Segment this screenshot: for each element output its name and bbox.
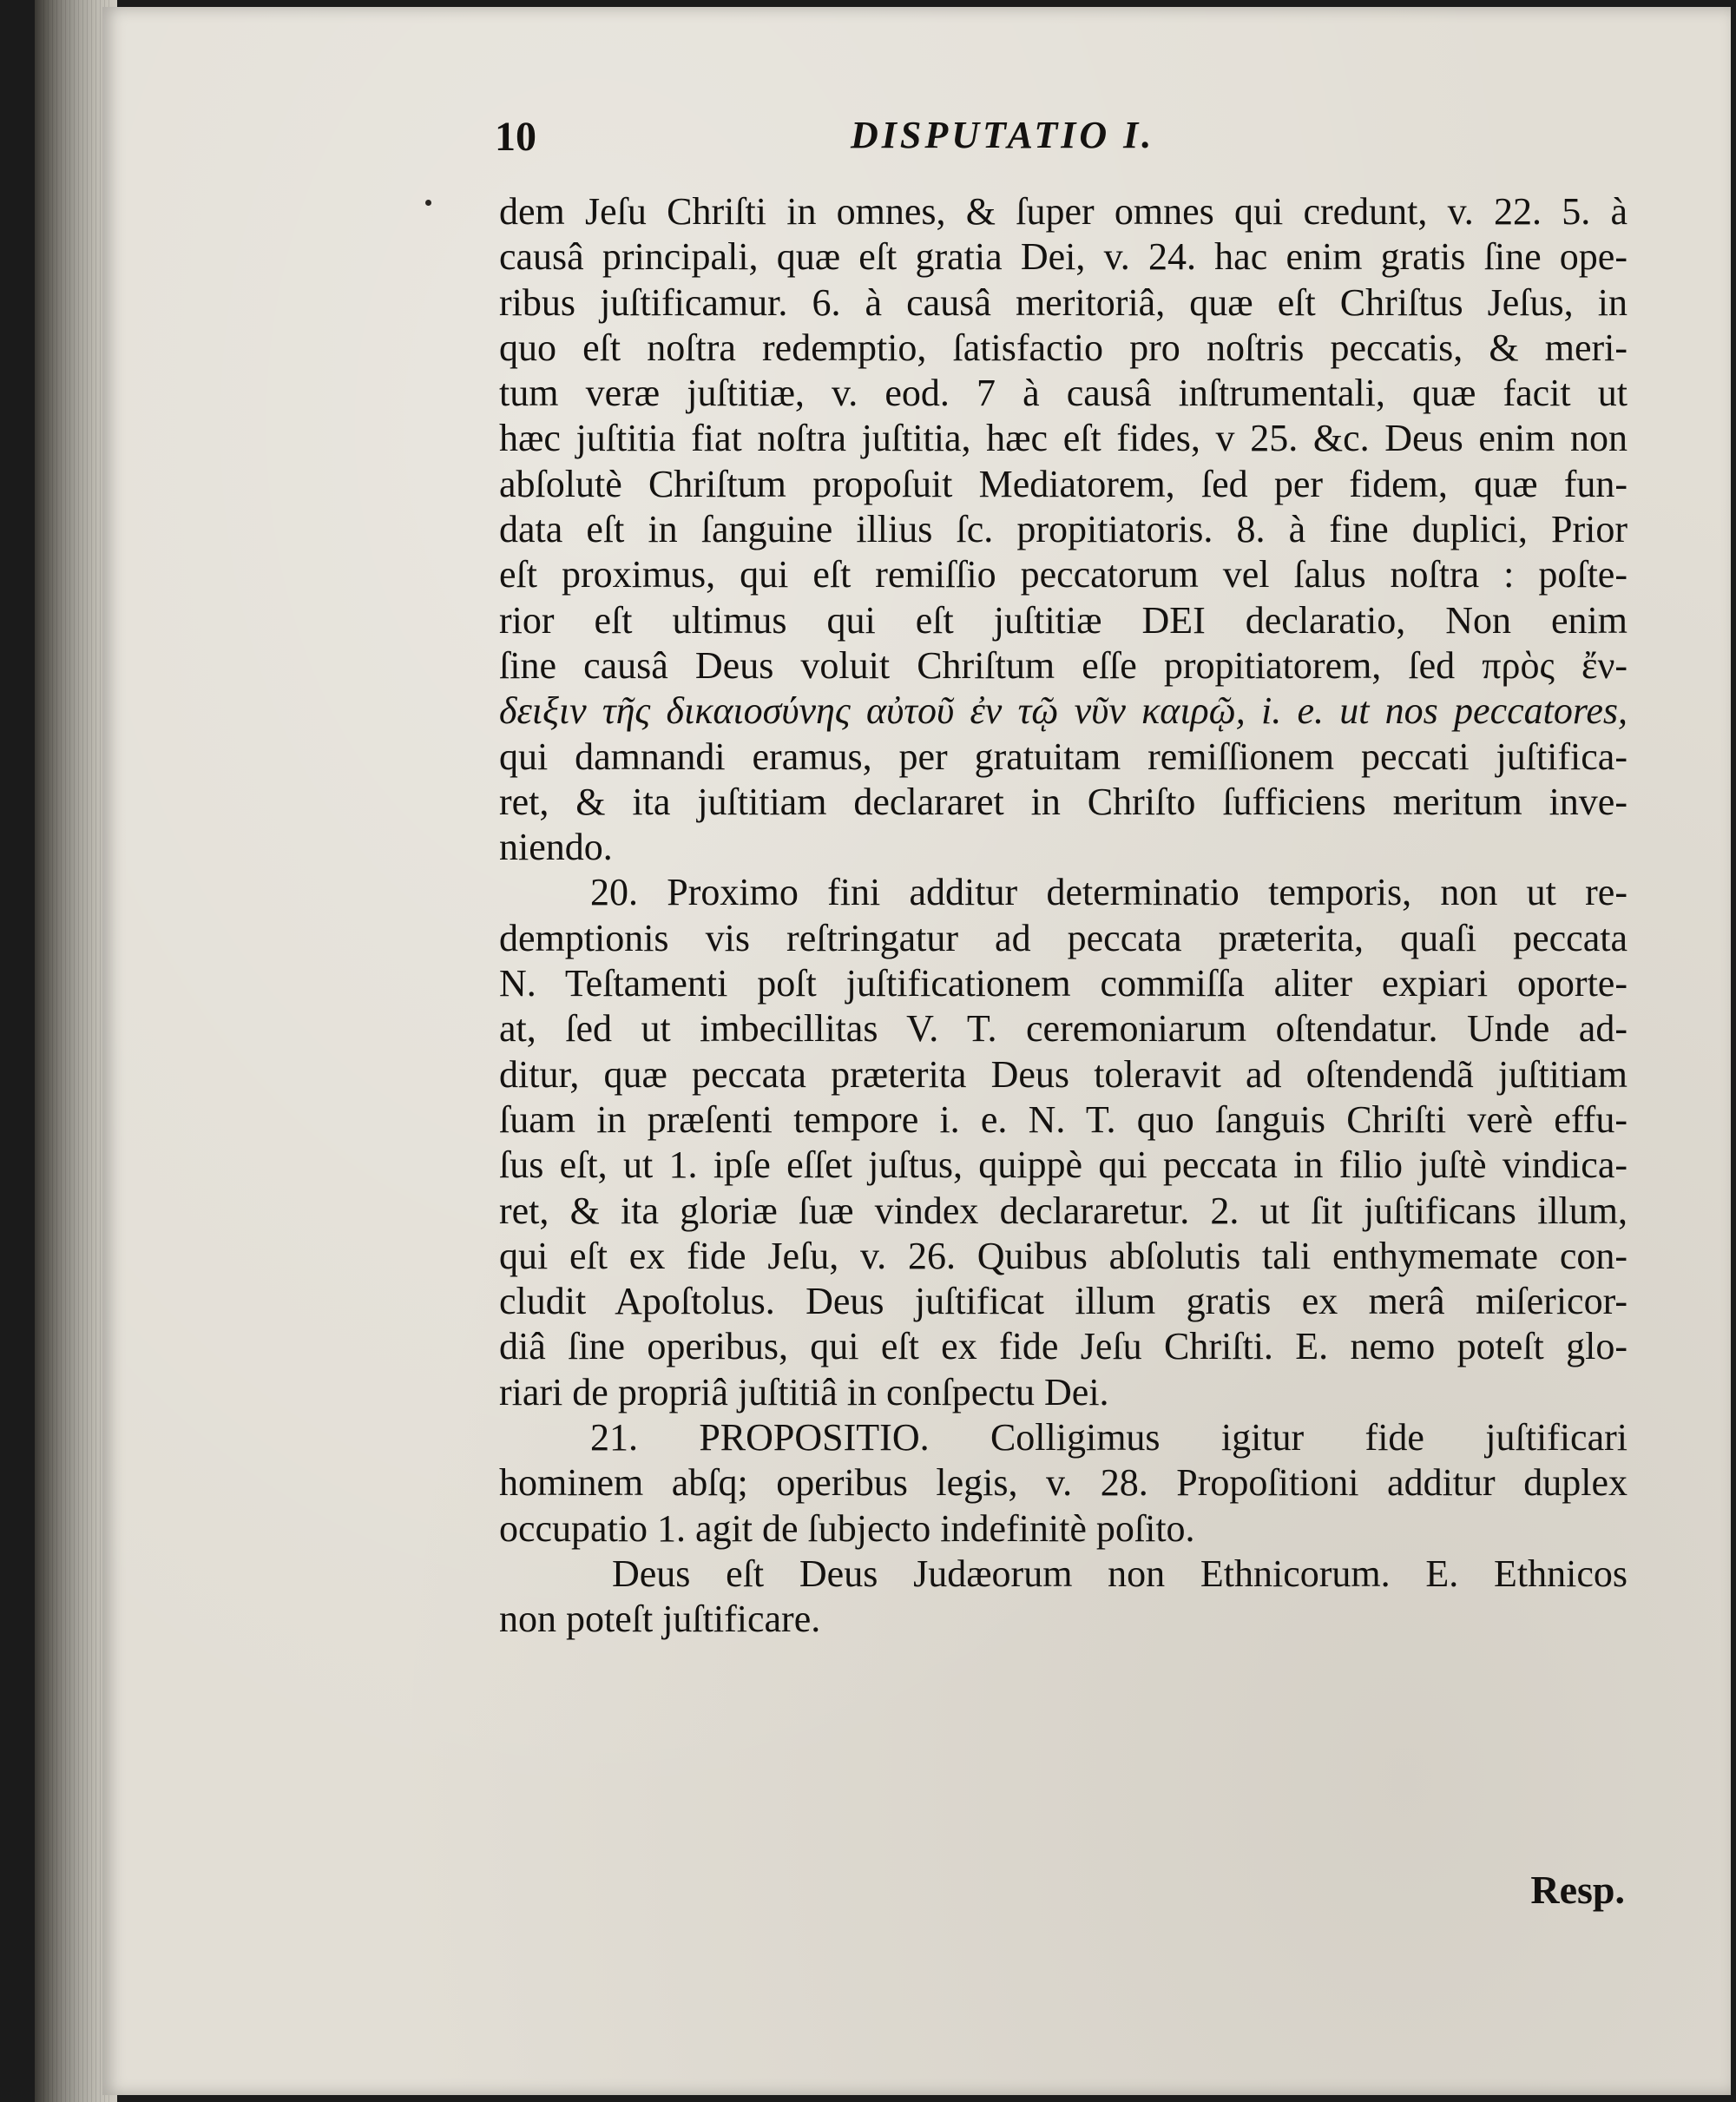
- text-line: ſuam in præſenti tempore i. e. N. T. quo ſanguis Chriſti verè effu-: [499, 1097, 1628, 1141]
- catchword: Resp.: [1530, 1868, 1625, 1912]
- text-line: tum veræ juſtitiæ, v. eod. 7 à causâ inſtrumentali, quæ facit ut: [499, 372, 1628, 415]
- page-number: 10: [495, 114, 536, 160]
- text-line: eſt proximus, qui eſt remiſſio peccatorum vel ſalus noſtra : poſte-: [499, 553, 1628, 596]
- text-line: ret, & ita juſtitiam declararet in Chriſto ſufficiens meritum inve-: [499, 780, 1628, 823]
- text-line: niendo.: [499, 826, 613, 869]
- text-line: ret, & ita gloriæ ſuæ vindex declararetur. 2. ut ſit juſtificans illum,: [499, 1189, 1628, 1232]
- body-text: [499, 189, 1628, 1643]
- text-line: N. Teſtamenti poſt juſtificationem commiſſa aliter expiari oporte-: [499, 962, 1628, 1005]
- text-line: diâ ſine operibus, qui eſt ex fide Jeſu Chriſti. E. nemo poteſt glo-: [499, 1325, 1628, 1368]
- text-line: ſus eſt, ut 1. ipſe eſſet juſtus, quippè qui peccata in filio juſtè vindica-: [499, 1143, 1628, 1187]
- text-line: causâ principali, quæ eſt gratia Dei, v. 24. hac enim gratis ſine ope-: [499, 235, 1628, 279]
- text-line: ribus juſtificamur. 6. à causâ meritoriâ, quæ eſt Chriſtus Jeſus, in: [499, 280, 1628, 324]
- text-line: ditur, quæ peccata præterita Deus toleravit ad oſtendendã juſtitiam: [499, 1052, 1628, 1096]
- section-21-start: 21. PROPOSITIO. Colligimus igitur fide juſtificari: [590, 1416, 1628, 1460]
- text-line: dem Jeſu Chriſti in omnes, & ſuper omnes qui credunt, v. 22. 5. à: [499, 190, 1628, 233]
- text-line: qui damnandi eramus, per gratuitam remiſſionem peccati juſtifica-: [499, 735, 1628, 778]
- text-line: at, ſed ut imbecillitas V. T. ceremoniarum oſtendatur. Unde ad-: [499, 1007, 1628, 1051]
- text-line: cludit Apoſtolus. Deus juſtificat illum gratis ex merâ miſericor-: [499, 1280, 1628, 1323]
- text-line: Deus eſt Deus Judæorum non Ethnicorum. E. Ethnicos: [612, 1552, 1628, 1595]
- text-line: qui eſt ex fide Jeſu, v. 26. Quibus abſolutis tali enthymemate con-: [499, 1234, 1628, 1277]
- text-line: hæc juſtitia fiat noſtra juſtitia, hæc eſt fides, v 25. &c. Deus enim non: [499, 417, 1628, 460]
- running-head: [495, 113, 1189, 165]
- text-line: data eſt in ſanguine illius ſc. propitiatoris. 8. à fine duplici, Prior: [499, 508, 1628, 551]
- text-line: demptionis vis reſtringatur ad peccata præterita, quaſi peccata: [499, 916, 1628, 959]
- text-line: quo eſt noſtra redemptio, ſatisfactio pro noſtris peccatis, & meri-: [499, 326, 1628, 369]
- text-line: abſolutè Chriſtum propoſuit Mediatorem, ſed per fidem, quæ fun-: [499, 462, 1628, 505]
- text-line-greek: δειξιν τῆς δικαιοσύνης αὐτοῦ ἐν τῷ νῦν καιρῷ, i. e. ut nos peccatores,: [499, 689, 1628, 733]
- text-line: occupatio 1. agit de ſubjecto indefinitè poſito.: [499, 1506, 1195, 1550]
- margin-mark: [425, 200, 431, 206]
- running-head-title: DISPUTATIO I.: [851, 114, 1155, 156]
- text-line: ſine causâ Deus voluit Chriſtum eſſe propitiatorem, ſed πρὸς ἔν-: [499, 643, 1628, 687]
- text-line: non poteſt juſtificare.: [499, 1598, 821, 1641]
- text-line: hominem abſq; operibus legis, v. 28. Propoſitioni additur duplex: [499, 1461, 1628, 1505]
- section-20-start: 20. Proximo fini additur determinatio temporis, non ut re-: [590, 871, 1628, 914]
- text-line: rior eſt ultimus qui eſt juſtitiæ DEI declaratio, Non enim: [499, 598, 1628, 642]
- text-line: riari de propriâ juſtitiâ in conſpectu Dei.: [499, 1370, 1109, 1413]
